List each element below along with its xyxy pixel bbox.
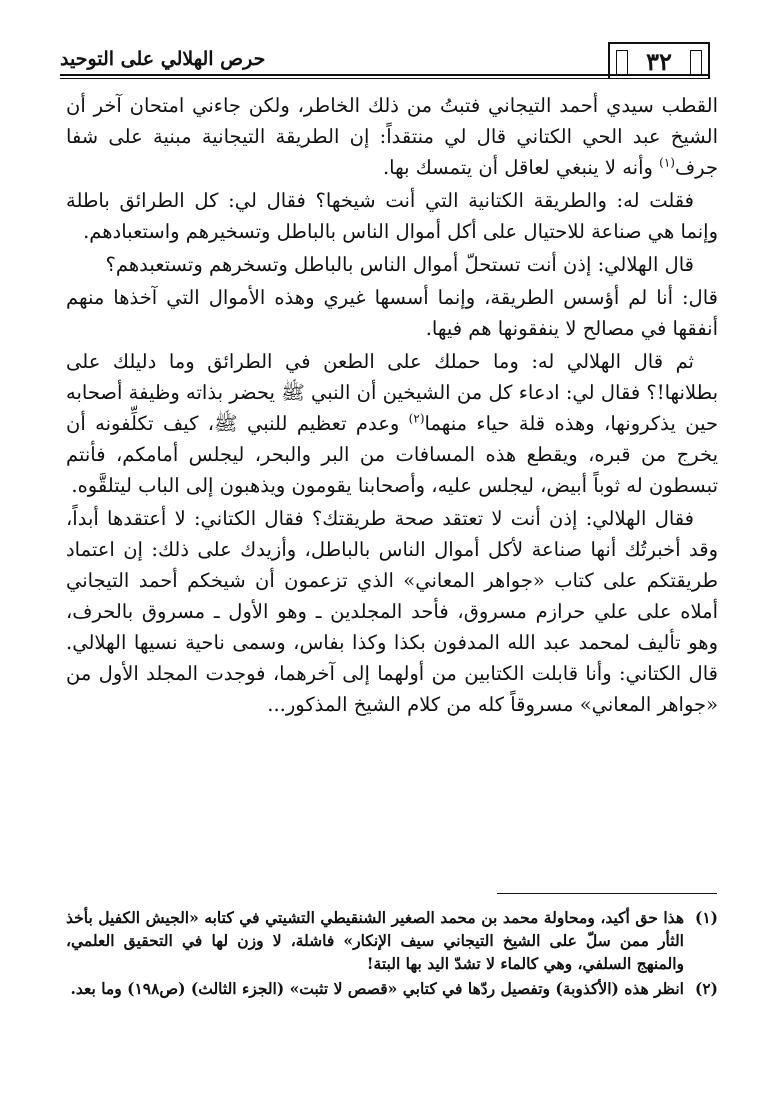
paragraph-5-end: وعدم تعظيم للنبي ﷺ، كيف تكلِّفونه أن يخرج من قبره، ويقطع هذه المسافات من البر والبحر، ليجلس أمامكم، فأنتم تبسطون له ثوباً أبيض، ليجلس عليه، وأصحابنا يقومون ويذهبون إلى الباب ليتلقَّوه. [66, 412, 718, 497]
footnote-separator [497, 893, 717, 894]
footnotes [66, 906, 718, 1002]
paragraph-6: فقال الهلالي: إذن أنت لا تعتقد صحة طريقتك؟ فقال الكتاني: لا أعتقدها أبداً، وقد أخبرتُك أنها صناعة لأكل أموال الناس بالباطل، وأزيدك على ذلك: إن اعتماد طريقتكم على كتاب «جواهر المعاني» الذي تزعمون أن شيخكم أحمد التيجاني أملاه على علي حرازم مسروق، فأحد المجلدين ـ وهو الأول ـ مسروق بالحرف، وهو تأليف لمحمد عبد الله المدفون بكذا وكذا بفاس، وسمى ناحية نسيها الهلالي. قال الكتاني: وأنا قابلت الكتابين من أولهما إلى آخرهما، فوجدت المجلد الأول من «جواهر المعاني» مسروقاً كله من كلام الشيخ المذكور... [66, 507, 718, 716]
paragraph-1-end: وأنه لا ينبغي لعاقل أن يتمسك بها. [382, 156, 660, 179]
paragraph-3: قال الهلالي: إذن أنت تستحلّ أموال الناس بالباطل وتسخرهم وتستعبدهم؟ [105, 253, 694, 276]
page-number-badge [608, 42, 710, 78]
footnote-ref-2: (٢) [408, 411, 425, 426]
footnote-ref-1: (١) [659, 155, 675, 170]
paragraph-4: قال: أنا لم أؤسس الطريقة، وإنما أسسها غيري وهذه الأموال التي آخذها منهم أنفقها في مصالح لا ينفقونها هم فيها. [66, 286, 718, 340]
header-rule [60, 74, 710, 76]
footnote-number: (١) [694, 908, 718, 927]
main-text [66, 90, 718, 722]
paragraph-1-text: القطب سيدي أحمد التيجاني فتبتُ من ذلك الخاطر، ولكن جاءني امتحان آخر أن الشيخ عبد الحي الكتاني قال لي منتقداً: إن الطريقة التيجانية مبنية على شفا جرف [66, 94, 718, 179]
paragraph-5 [66, 346, 718, 501]
footnote-text: انظر هذه (الأكذوبة) وتفصيل ردّها في كتابي «قصص لا تثبت» (الجزء الثالث) (ص١٩٨) وما بعد. [70, 979, 684, 998]
footnote-item [66, 977, 718, 1000]
footnote-item [66, 906, 718, 975]
footnote-text: هذا حق أكيد، ومحاولة محمد بن محمد الصغير الشنقيطي التشيتي في كتابه «الجيش الكفيل بأخذ الثأر ممن سلّ على الشيخ التيجاني سيف الإنكار» فاشلة، لا وزن لها في التحقيق العلمي، والمنهج السلفي، وهي كالماء لا تشدّ اليد بها البتة! [66, 908, 684, 973]
paragraph-2: فقلت له: والطريقة الكتانية التي أنت شيخها؟ فقال لي: كل الطرائق باطلة وإنما هي صناعة للاحتيال على أكل أموال الناس بالباطل وتسخيرهم واستعبادهم. [66, 189, 718, 243]
page-header [60, 40, 710, 80]
running-title: حرص الهلالي على التوحيد [60, 48, 266, 70]
paragraph-5-text: ثم قال الهلالي له: وما حملك على الطعن في الطرائق وما دليلك على بطلانها!؟ فقال لي: ادعاء كل من الشيخين أن النبي ﷺ يحضر بذاته وظيفة أصحابه حين يذكرونها، وهذه قلة حياء منهما [66, 350, 719, 435]
page-number: ٣٢ [646, 46, 672, 76]
paragraph-1 [66, 90, 718, 183]
footnote-number: (٢) [694, 979, 718, 998]
header-rule-thin [60, 78, 710, 79]
